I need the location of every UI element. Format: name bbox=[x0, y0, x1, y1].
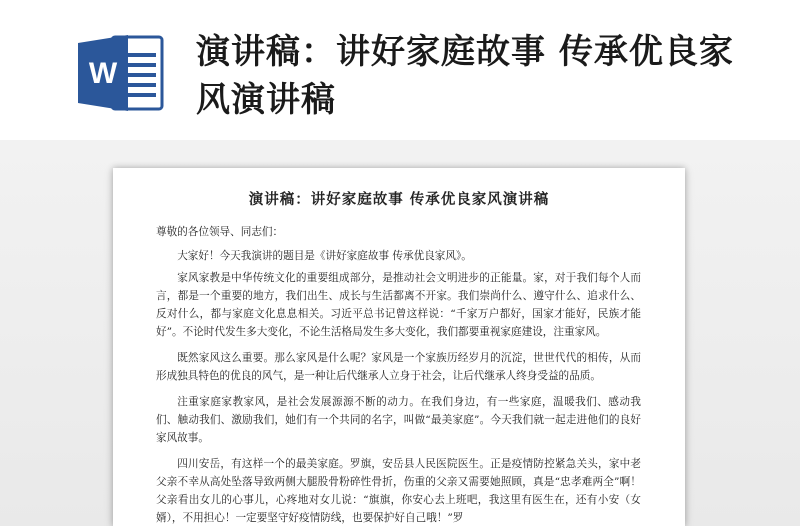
header bbox=[0, 0, 800, 150]
page-title: 演讲稿：讲好家庭故事 传承优良家风演讲稿 bbox=[196, 32, 734, 120]
word-document-icon bbox=[76, 33, 168, 113]
word-icon-letter: W bbox=[88, 57, 118, 90]
paragraph: 既然家风这么重要。那么家风是什么呢？家风是一个家族历经岁月的沉淀，世世代代的相传，从而形成独具特色的优良的风气，是一种让后代继承人立身于社会，让后代继承人终身受益的品质。 bbox=[156, 352, 641, 382]
paragraph: 四川安岳，有这样一个的最美家庭。罗旗，安岳县人民医院医生。正是疫情防控紧急关头，家中老父亲不幸从高处坠落导致两侧大腿股骨粉碎性骨折，伤重的父亲又需要她照顾，真是“忠孝难两全”啊！父亲看出女儿的心事儿，心疼地对女儿说：“旗旗，你安心去上班吧，我这里有医生在，还有小安（女婿），不用担心！一定要坚守好疫情防线，也要保护好自己哦！”罗 bbox=[156, 458, 641, 524]
greeting-line: 尊敬的各位领导、同志们： bbox=[156, 226, 284, 238]
document-body bbox=[113, 223, 685, 526]
paragraph: 大家好！今天我演讲的题目是《讲好家庭故事 传承优良家风》。 bbox=[177, 250, 472, 262]
paragraph: 注重家庭家教家风，是社会发展源源不断的动力。在我们身边，有一些家庭，温暖我们、感动我们、触动我们、激励我们，她们有一个共同的名字，叫做“最美家庭”。今天我们就一起走进他们的良好家风故事。 bbox=[156, 396, 641, 444]
document-title: 演讲稿：讲好家庭故事 传承优良家风演讲稿 bbox=[248, 191, 550, 208]
paragraph: 家风家教是中华传统文化的重要组成部分，是推动社会文明进步的正能量。家，对于我们每个人而言，都是一个重要的地方，我们出生、成长与生活都离不开家。我们崇尚什么、遵守什么、追求什么、反对什么，都与家庭文化息息相关。习近平总书记曾这样说：“千家万户都好，国家才能好，民族才能好”。不论时代发生多大变化，不论生活格局发生多大变化，我们都要重视家庭建设，注重家风。 bbox=[156, 272, 641, 338]
document-page bbox=[113, 168, 685, 526]
